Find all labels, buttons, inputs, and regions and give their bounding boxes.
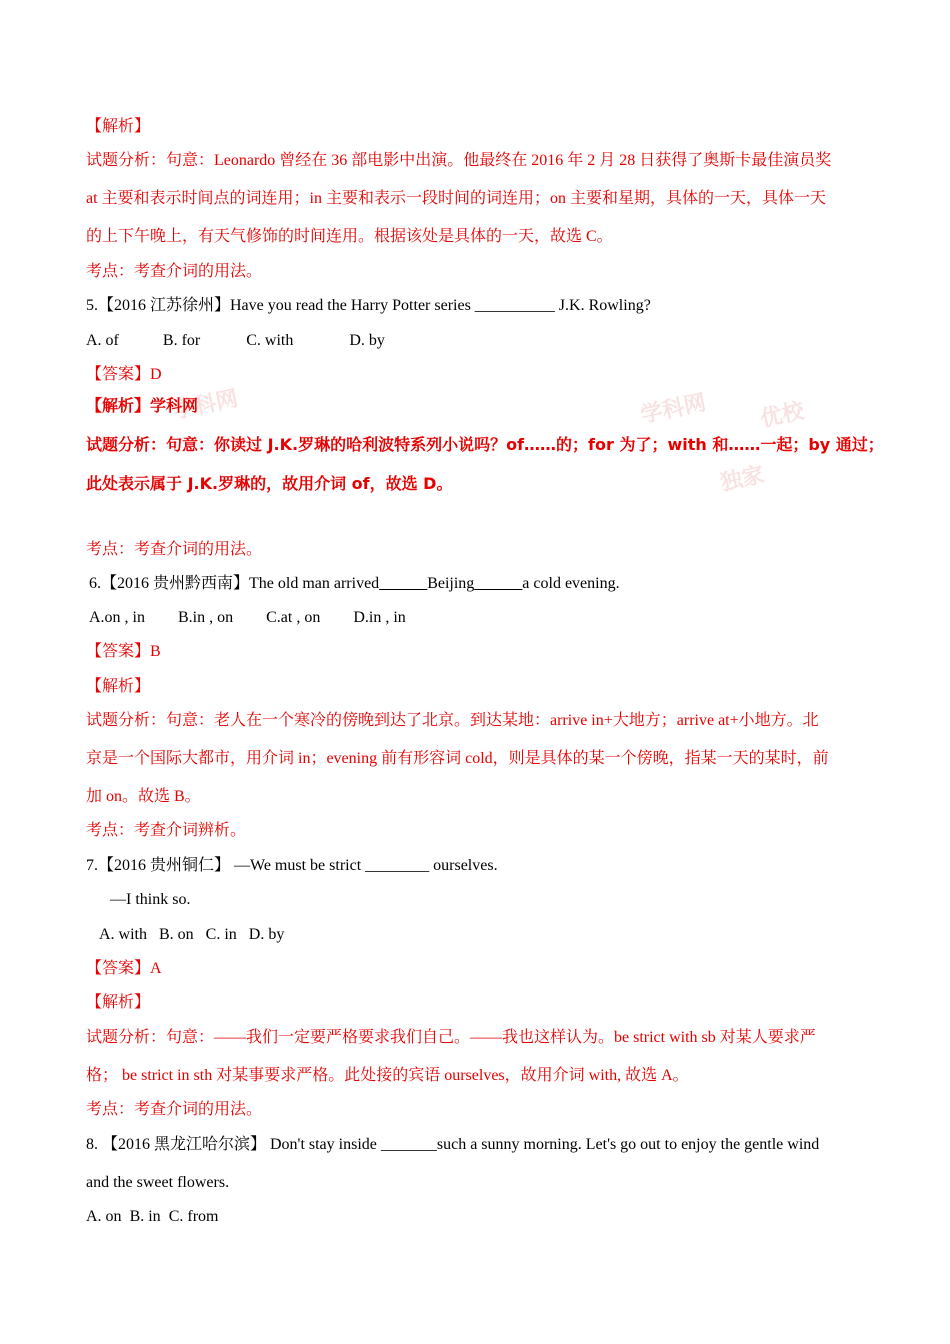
q7-option-c: C. in (205, 926, 237, 943)
q7-jiexi-heading: 【解析】 (86, 994, 151, 1011)
q4-kaodian: 考点：考查介词的用法。 (86, 263, 263, 280)
q6-kaodian: 考点：考查介词辨析。 (86, 822, 247, 839)
q6-option-c: C.at , on (266, 609, 321, 626)
q5-option-b: B. for (162, 332, 201, 349)
q6-option-d: D.in , in (353, 609, 406, 626)
q8-options (86, 1207, 218, 1227)
q8-stem-line-1: 8. 【2016 黑龙江哈尔滨】 Don't stay inside _______such a sunny morning. Let's go out to enjoy the gentle wind (86, 1136, 820, 1153)
q6-analysis-line-3: 加 on。故选 B。 (86, 788, 201, 805)
q6-stem: 6.【2016 贵州黔西南】The old man arrived______Beijing______a cold evening. (89, 575, 620, 592)
q5-analysis-line-2: 此处表示属于 J.K.罗琳的，故用介词 of，故选 D。 (86, 474, 453, 493)
q7-options (99, 925, 284, 945)
q5-jiexi-heading: 【解析】学科网 (86, 396, 199, 415)
q7-kaodian: 考点：考查介词的用法。 (86, 1101, 263, 1118)
q4-analysis-line-1: 试题分析：句意：Leonardo 曾经在 36 部电影中出演。他最终在 2016 年 2 月 28 日获得了奥斯卡最佳演员奖 (86, 152, 832, 169)
q6-jiexi-heading: 【解析】 (86, 678, 151, 695)
q7-analysis-line-1: 试题分析：句意：——我们一定要严格要求我们自己。——我也这样认为。be strict with sb 对某人要求严 (86, 1029, 816, 1046)
q4-jiexi-heading: 【解析】 (86, 118, 151, 135)
watermark: 优校 (758, 398, 807, 433)
q6-analysis-line-1: 试题分析：句意：老人在一个寒冷的傍晚到达了北京。到达某地：arrive in+大地方；arrive at+小地方。北 (86, 712, 819, 729)
q7-option-a: A. with (99, 926, 147, 943)
q5-analysis-line-1: 试题分析：句意：你读过 J.K.罗琳的哈利波特系列小说吗？of……的；for 为了；with 和……一起；by 通过； (86, 435, 884, 454)
watermark: 学科网 (170, 386, 241, 425)
q7-analysis-line-2: 格； be strict in sth 对某事要求严格。此处接的宾语 ourselves，故用介词 with, 故选 A。 (86, 1067, 689, 1084)
watermark: 学科网 (638, 390, 709, 429)
q4-analysis-line-2: at 主要和表示时间点的词连用；in 主要和表示一段时间的词连用；on 主要和星期，具体的一天，具体一天 (86, 190, 826, 207)
q6-analysis-line-2: 京是一个国际大都市，用介词 in；evening 前有形容词 cold，则是具体的某一个傍晚，指某一天的某时，前 (86, 750, 829, 767)
q7-option-b: B. on (159, 926, 194, 943)
q7-reply: —I think so. (110, 891, 191, 908)
watermark: 独家 (718, 462, 767, 497)
q5-kaodian: 考点：考查介词的用法。 (86, 541, 263, 558)
q5-option-a: A. of (86, 332, 119, 349)
q8-option-a: A. on (86, 1208, 122, 1225)
q5-answer: 【答案】D (86, 366, 162, 383)
q8-stem-line-2: and the sweet flowers. (86, 1174, 230, 1191)
q5-options (86, 331, 385, 351)
q7-option-d: D. by (248, 926, 285, 943)
q7-stem: 7.【2016 贵州铜仁】 —We must be strict ________ ourselves. (86, 857, 498, 874)
q8-option-c: C. from (168, 1208, 219, 1225)
q5-stem: 5.【2016 江苏徐州】Have you read the Harry Potter series __________ J.K. Rowling? (86, 297, 651, 314)
q6-blank-1: ______ (379, 575, 428, 592)
q5-option-d: D. by (349, 332, 385, 349)
q6-answer: 【答案】B (86, 643, 161, 660)
q6-option-a: A.on , in (89, 609, 145, 626)
q8-option-b: B. in (129, 1208, 161, 1225)
q7-answer: 【答案】A (86, 960, 162, 977)
q4-analysis-line-3: 的上下午晚上，有天气修饰的时间连用。根据该处是具体的一天，故选 C。 (86, 228, 613, 245)
q6-blank-2: ______ (474, 575, 523, 592)
q5-option-c: C. with (246, 332, 294, 349)
q5-analysis-image (80, 386, 884, 507)
q6-options (89, 608, 406, 628)
q6-option-b: B.in , on (178, 609, 234, 626)
